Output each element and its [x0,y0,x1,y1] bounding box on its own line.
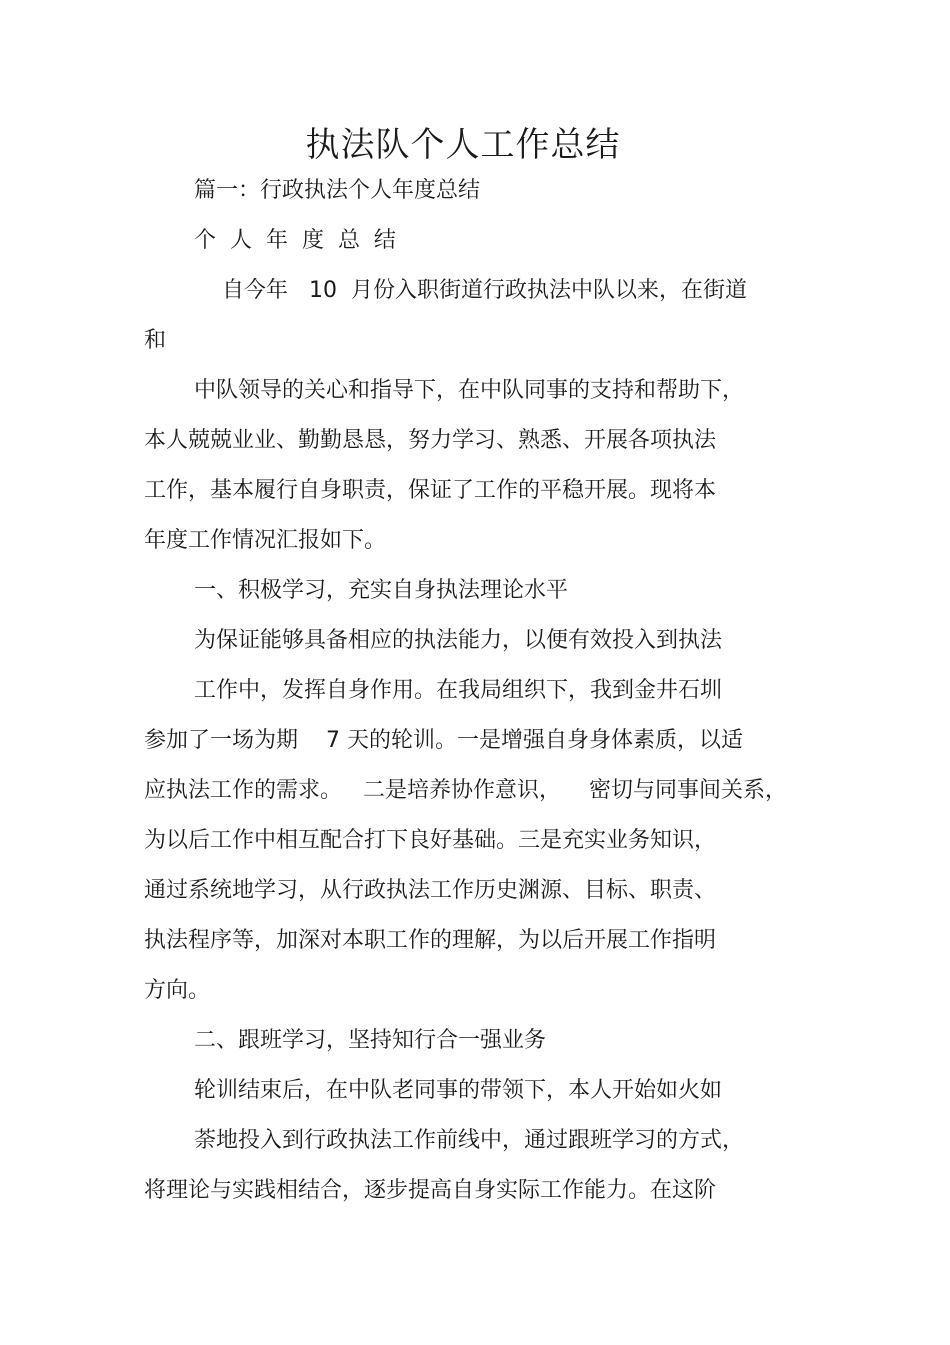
paragraph-line: 执法程序等，加深对本职工作的理解，为以后开展工作指明 [144,928,717,953]
paragraph-line: 参加了一场为期 7 天的轮训。一是增强自身身体素质，以适 [144,728,743,753]
document-title: 执法队个人工作总结 [305,125,621,165]
paragraph-line: 工作，基本履行自身职责，保证了工作的平稳开展。现将本 [144,478,717,503]
section-heading: 二、跟班学习，坚持知行合一强业务 [194,1028,547,1053]
paragraph-line: 为以后工作中相互配合打下良好基础。三是充实业务知识， [144,828,717,853]
paragraph-line: 本人兢兢业业、勤勤恳恳，努力学习、熟悉、开展各项执法 [144,428,717,453]
paragraph-line: 和 [144,328,167,353]
paragraph-line: 自今年 10 月份入职街道行政执法中队以来，在街道 [222,278,747,303]
paragraph-line: 年度工作情况汇报如下。 [144,528,387,553]
paragraph-line: 应执法工作的需求。 二是培养协作意识， 密切与同事间关系， [144,778,787,803]
paragraph-line: 中队领导的关心和指导下，在中队同事的支持和帮助下， [194,378,745,403]
paragraph-line: 方向。 [144,978,211,1003]
section-heading: 一、积极学习，充实自身执法理论水平 [194,578,569,603]
paragraph-line: 轮训结束后，在中队老同事的带领下，本人开始如火如 [194,1078,723,1103]
section-heading: 篇一：行政执法个人年度总结 [194,178,481,203]
paragraph-line: 工作中，发挥自身作用。在我局组织下，我到金井石圳 [194,678,723,703]
paragraph-line: 将理论与实践相结合，逐步提高自身实际工作能力。在这阶 [144,1178,717,1203]
sub-heading: 个 人 年 度 总 结 [194,228,396,253]
paragraph-line: 为保证能够具备相应的执法能力，以便有效投入到执法 [194,628,723,653]
paragraph-line: 荼地投入到行政执法工作前线中，通过跟班学习的方式， [194,1128,745,1153]
paragraph-line: 通过系统地学习，从行政执法工作历史渊源、目标、职责、 [144,878,717,903]
